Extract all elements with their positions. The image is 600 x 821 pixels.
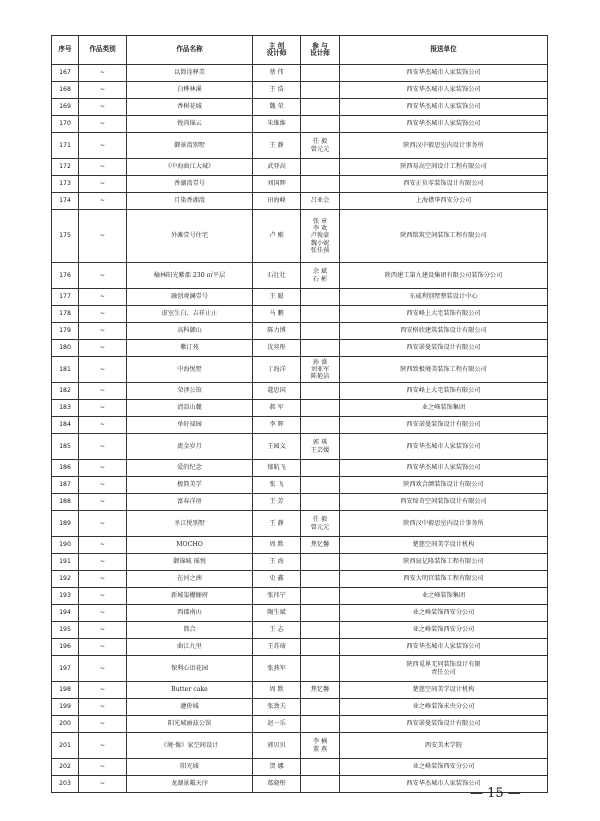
cell-category: ~ xyxy=(79,571,127,588)
cell-collaborators xyxy=(301,323,340,340)
table-row xyxy=(52,511,548,537)
cell-unit: 业之峰装饰集团 xyxy=(340,588,548,605)
cell-category: ~ xyxy=(79,494,127,511)
cell-title: 富春洋房 xyxy=(127,494,253,511)
collaborator-name: 董 燕 xyxy=(312,745,328,753)
cell-collaborators xyxy=(301,116,340,133)
cell-title: 以简诠释美 xyxy=(127,65,253,82)
cell-collaborators xyxy=(301,460,340,477)
collaborator-name: 吕亚会 xyxy=(310,197,330,205)
cell-category: ~ xyxy=(79,759,127,776)
table-row xyxy=(52,323,548,340)
cell-collaborators xyxy=(301,494,340,511)
cell-category: ~ xyxy=(79,323,127,340)
cell-collaborators xyxy=(301,263,340,289)
cell-title: 阳光城丽兹公馆 xyxy=(127,716,253,733)
header-collab-line1: 参 与 xyxy=(312,41,328,50)
cell-unit: 业之峰装饰西安分公司 xyxy=(340,605,548,622)
cell-collaborators xyxy=(301,699,340,716)
cell-designer: 王苏琦 xyxy=(253,639,301,656)
cell-no: 182 xyxy=(52,383,79,400)
cell-collaborators xyxy=(301,306,340,323)
cell-designer: 丁海洋 xyxy=(253,357,301,383)
table-row xyxy=(52,733,548,759)
cell-unit: 楚慈空间美学设计机构 xyxy=(340,537,548,554)
cell-collaborators xyxy=(301,99,340,116)
cell-designer: 王 志 xyxy=(253,622,301,639)
cell-title: 爱的纪念 xyxy=(127,460,253,477)
cell-collaborators xyxy=(301,210,340,263)
cell-no: 167 xyxy=(52,65,79,82)
header-collab-line2: 设计师 xyxy=(310,49,330,57)
cell-no: 176 xyxy=(52,263,79,289)
cell-title: 阳光城 xyxy=(127,759,253,776)
cell-title: 外滩壹号住宅 xyxy=(127,210,253,263)
cell-category: ~ xyxy=(79,263,127,289)
cell-designer: 蔡 伟 xyxy=(253,65,301,82)
collaborator-name: 陈艳洁 xyxy=(310,373,330,381)
cell-designer: 武登高 xyxy=(253,159,301,176)
cell-no: 178 xyxy=(52,306,79,323)
cell-unit: 西安华杰城市人家装饰公司 xyxy=(340,116,548,133)
table-row xyxy=(52,193,548,210)
cell-designer: 郁航飞 xyxy=(253,460,301,477)
cell-no: 181 xyxy=(52,357,79,383)
collaborator-name: 孙 盛 xyxy=(312,358,328,366)
cell-collaborators xyxy=(301,357,340,383)
cell-no: 194 xyxy=(52,605,79,622)
cell-designer: 石壮壮 xyxy=(253,263,301,289)
table-row xyxy=(52,159,548,176)
cell-category: ~ xyxy=(79,776,127,793)
cell-no: 201 xyxy=(52,733,79,759)
cell-unit: 西安华杰城市人家装饰公司 xyxy=(340,460,548,477)
cell-category: ~ xyxy=(79,116,127,133)
cell-designer: 张劲夫 xyxy=(253,699,301,716)
table-row xyxy=(52,417,548,434)
cell-title: 极简美学 xyxy=(127,477,253,494)
cell-no: 183 xyxy=(52,400,79,417)
cell-title: 保利心语花园 xyxy=(127,656,253,682)
cell-no: 170 xyxy=(52,116,79,133)
cell-category: ~ xyxy=(79,716,127,733)
cell-title: 蘧侨城 xyxy=(127,699,253,716)
cell-category: ~ xyxy=(79,65,127,82)
cell-collaborators xyxy=(301,133,340,159)
cell-collaborators xyxy=(301,656,340,682)
cell-category: ~ xyxy=(79,159,127,176)
cell-unit: 西安华杰城市人家装饰公司 xyxy=(340,776,548,793)
cell-unit: 陕西铭筑空间装饰工程有限公司 xyxy=(340,210,548,263)
cell-collaborators xyxy=(301,477,340,494)
cell-collaborators xyxy=(301,511,340,537)
cell-title: 在河之洲 xyxy=(127,571,253,588)
table-row xyxy=(52,383,548,400)
cell-unit: 业之峰装饰未央分公司 xyxy=(340,699,548,716)
cell-collaborators xyxy=(301,776,340,793)
header-collaborators xyxy=(301,36,340,65)
cell-designer: 朱维维 xyxy=(253,116,301,133)
table-row xyxy=(52,263,548,289)
cell-unit: 西安华杰城市人家装饰公司 xyxy=(340,99,548,116)
table-row xyxy=(52,588,548,605)
collaborator-name: 卢俊豪 xyxy=(310,232,330,240)
page-number: — 15 — xyxy=(470,786,521,801)
cell-collaborators xyxy=(301,682,340,699)
cell-designer: 贺 娜 xyxy=(253,759,301,776)
cell-category: ~ xyxy=(79,133,127,159)
cell-collaborators xyxy=(301,176,340,193)
table-row xyxy=(52,460,548,477)
cell-designer: 周 默 xyxy=(253,682,301,699)
cell-title: 白桦林溪 xyxy=(127,82,253,99)
table-row xyxy=(52,682,548,699)
cell-category: ~ xyxy=(79,733,127,759)
cell-unit: 东威利别墅整装设计中心 xyxy=(340,289,548,306)
cell-no: 172 xyxy=(52,159,79,176)
table-row xyxy=(52,716,548,733)
awards-table xyxy=(51,35,548,793)
cell-collaborators xyxy=(301,193,340,210)
cell-unit: 陕西致极境美装饰工程有限公司 xyxy=(340,357,548,383)
cell-no: 196 xyxy=(52,639,79,656)
cell-collaborators xyxy=(301,588,340,605)
cell-category: ~ xyxy=(79,193,127,210)
cell-collaborators xyxy=(301,400,340,417)
cell-title: 融创观澜壹号 xyxy=(127,289,253,306)
table-row xyxy=(52,357,548,383)
cell-collaborators xyxy=(301,65,340,82)
collaborator-name: 王芸媛 xyxy=(310,446,330,454)
cell-unit: 业之峰装饰西安分公司 xyxy=(340,759,548,776)
cell-collaborators xyxy=(301,159,340,176)
cell-no: 171 xyxy=(52,133,79,159)
cell-unit: 西安诺曼装饰设计有限公司 xyxy=(340,340,548,357)
cell-title: 简合 xyxy=(127,622,253,639)
cell-category: ~ xyxy=(79,605,127,622)
header-title: 作品名称 xyxy=(127,36,253,65)
cell-designer: 李 辉 xyxy=(253,417,301,434)
cell-collaborators xyxy=(301,289,340,306)
cell-designer: 刘国辉 xyxy=(253,176,301,193)
cell-unit: 陕西汉中毅思室内设计事务所 xyxy=(340,133,548,159)
table-row xyxy=(52,82,548,99)
cell-unit: 西安正负零装饰设计有限公司 xyxy=(340,176,548,193)
cell-title: 御景湾别墅 xyxy=(127,133,253,159)
cell-title: 《中海曲江大城》 xyxy=(127,159,253,176)
table-row xyxy=(52,289,548,306)
collaborator-name: 焦忆馨 xyxy=(310,541,330,549)
cell-designer: 陶生斌 xyxy=(253,605,301,622)
cell-no: 173 xyxy=(52,176,79,193)
collaborator-name: 任 毅 xyxy=(312,138,328,146)
cell-designer: 郭贝贝 xyxy=(253,733,301,759)
cell-collaborators xyxy=(301,759,340,776)
cell-title: 中海悦墅 xyxy=(127,357,253,383)
cell-designer: 马 鹏 xyxy=(253,306,301,323)
cell-title: 香湖湾壹号 xyxy=(127,176,253,193)
cell-unit: 西安峰上大宅装饰有限公司 xyxy=(340,306,548,323)
cell-designer: 王园义 xyxy=(253,434,301,460)
cell-unit: 业之峰装饰西安分公司 xyxy=(340,622,548,639)
cell-title: 高科御山 xyxy=(127,323,253,340)
cell-category: ~ xyxy=(79,340,127,357)
cell-collaborators xyxy=(301,417,340,434)
cell-collaborators xyxy=(301,605,340,622)
cell-unit: 陕西建工第九建设集团有限公司装饰分公司 xyxy=(340,263,548,289)
cell-title: 香树花城 xyxy=(127,99,253,116)
header-designer-line2: 设计师 xyxy=(266,49,287,57)
table-row xyxy=(52,176,548,193)
table-row xyxy=(52,99,548,116)
cell-no: 189 xyxy=(52,511,79,537)
cell-title: 悦尚锦云 xyxy=(127,116,253,133)
cell-category: ~ xyxy=(79,639,127,656)
cell-unit: 西安诺曼装饰设计有限公司 xyxy=(340,417,548,434)
table-row xyxy=(52,759,548,776)
cell-collaborators xyxy=(301,622,340,639)
cell-no: 199 xyxy=(52,699,79,716)
cell-unit: 西安峰上大宅装饰有限公司 xyxy=(340,383,548,400)
collaborator-name: 余 斌 xyxy=(312,268,328,276)
cell-designer: 蔻思国 xyxy=(253,383,301,400)
cell-unit: 上海襟华西安分公司 xyxy=(340,193,548,210)
table-row xyxy=(52,605,548,622)
cell-no: 177 xyxy=(52,289,79,306)
table-row xyxy=(52,537,548,554)
cell-no: 195 xyxy=(52,622,79,639)
table-row xyxy=(52,65,548,82)
cell-category: ~ xyxy=(79,82,127,99)
cell-designer: 魏 荣 xyxy=(253,99,301,116)
cell-unit: 西安美术学院 xyxy=(340,733,548,759)
cell-no: 187 xyxy=(52,477,79,494)
cell-no: 192 xyxy=(52,571,79,588)
cell-category: ~ xyxy=(79,383,127,400)
cell-category: ~ xyxy=(79,537,127,554)
cell-no: 198 xyxy=(52,682,79,699)
cell-designer: 王 聪 xyxy=(253,289,301,306)
header-category: 作品类别 xyxy=(79,36,127,65)
table-row xyxy=(52,210,548,263)
cell-unit: 西安诺曼装饰设计有限公司 xyxy=(340,716,548,733)
cell-title: 月染香湖湾 xyxy=(127,193,253,210)
collaborator-name: 魏小妮 xyxy=(310,239,330,247)
cell-designer: 王 静 xyxy=(253,133,301,159)
header-no: 序号 xyxy=(52,36,79,65)
cell-unit: 西安华杰城市人家装饰公司 xyxy=(340,82,548,99)
cell-no: 169 xyxy=(52,99,79,116)
cell-unit: 西安华杰城市人家装饰公司 xyxy=(340,65,548,82)
cell-no: 197 xyxy=(52,656,79,682)
collaborator-name: 石 彬 xyxy=(312,275,328,283)
cell-title: 紫汀苑 xyxy=(127,340,253,357)
cell-title: 荣泽公馆 xyxy=(127,383,253,400)
document-page xyxy=(51,35,547,793)
cell-no: 175 xyxy=(52,210,79,263)
cell-title: 清凉山麓 xyxy=(127,400,253,417)
collaborator-name: 李 欢 xyxy=(312,225,328,233)
collaborator-name: 张 章 xyxy=(312,217,328,225)
cell-no: 184 xyxy=(52,417,79,434)
table-row xyxy=(52,477,548,494)
table-row xyxy=(52,554,548,571)
cell-designer: 周 默 xyxy=(253,537,301,554)
cell-unit: 西安格欣建筑装饰设计有限公司 xyxy=(340,323,548,340)
collaborator-name: 李 楠 xyxy=(312,738,328,746)
cell-title: Butter cake xyxy=(127,682,253,699)
cell-designer: 王 静 xyxy=(253,511,301,537)
cell-unit: 陕西觅界无同装饰设计有限 责任公司 xyxy=(340,656,548,682)
cell-title: MOCHO xyxy=(127,537,253,554)
cell-category: ~ xyxy=(79,656,127,682)
cell-no: 186 xyxy=(52,460,79,477)
cell-collaborators xyxy=(301,716,340,733)
cell-no: 200 xyxy=(52,716,79,733)
cell-designer: 卢 刚 xyxy=(253,210,301,263)
cell-designer: 田海峰 xyxy=(253,193,301,210)
table-header-row xyxy=(52,36,548,65)
cell-designer: 陈力博 xyxy=(253,323,301,340)
cell-no: 174 xyxy=(52,193,79,210)
collaborator-name: 曾元元 xyxy=(310,145,330,153)
cell-unit: 陕西欢合颜装饰设计有限公司 xyxy=(340,477,548,494)
table-row xyxy=(52,340,548,357)
cell-category: ~ xyxy=(79,682,127,699)
collaborator-name: 任 毅 xyxy=(312,516,328,524)
cell-category: ~ xyxy=(79,99,127,116)
collaborator-name: 刘亚军 xyxy=(310,365,330,373)
cell-category: ~ xyxy=(79,400,127,417)
cell-category: ~ xyxy=(79,699,127,716)
cell-category: ~ xyxy=(79,306,127,323)
cell-unit: 楚慈空间美学设计机构 xyxy=(340,682,548,699)
table-row xyxy=(52,656,548,682)
cell-category: ~ xyxy=(79,588,127,605)
cell-title: 虚室生白、吉祥止止 xyxy=(127,306,253,323)
cell-designer: 张燕军 xyxy=(253,656,301,682)
cell-title: 流金岁月 xyxy=(127,434,253,460)
cell-designer: 郝 军 xyxy=(253,400,301,417)
cell-designer: 王 芳 xyxy=(253,494,301,511)
cell-title: 榆林阳光紫郡 230 ㎡平层 xyxy=(127,263,253,289)
cell-designer: 史 鑫 xyxy=(253,571,301,588)
cell-designer: 张 飞 xyxy=(253,477,301,494)
cell-unit: 西安华杰城市人家装饰公司 xyxy=(340,434,548,460)
cell-unit: 西安华杰城市人家装饰公司 xyxy=(340,639,548,656)
cell-no: 168 xyxy=(52,82,79,99)
cell-collaborators xyxy=(301,571,340,588)
cell-no: 180 xyxy=(52,340,79,357)
cell-title: 曲江九里 xyxy=(127,639,253,656)
header-designer xyxy=(253,36,301,65)
cell-category: ~ xyxy=(79,554,127,571)
cell-designer: 赵一乐 xyxy=(253,716,301,733)
cell-unit: 西安缔奇空间装饰设计有限公司 xyxy=(340,494,548,511)
cell-title: 西郡南山 xyxy=(127,605,253,622)
cell-collaborators xyxy=(301,340,340,357)
cell-collaborators xyxy=(301,82,340,99)
cell-unit: 陕西易高空间设计工程有限公司 xyxy=(340,159,548,176)
cell-category: ~ xyxy=(79,434,127,460)
cell-collaborators xyxy=(301,434,340,460)
cell-category: ~ xyxy=(79,511,127,537)
cell-designer: 王 浩 xyxy=(253,82,301,99)
table-row xyxy=(52,434,548,460)
table-row xyxy=(52,571,548,588)
cell-designer: 沈奕彤 xyxy=(253,340,301,357)
cell-no: 188 xyxy=(52,494,79,511)
cell-category: ~ xyxy=(79,477,127,494)
cell-category: ~ xyxy=(79,417,127,434)
cell-unit: 业之峰装饰集团 xyxy=(340,400,548,417)
cell-no: 185 xyxy=(52,434,79,460)
cell-title: 单轩禄园 xyxy=(127,417,253,434)
cell-category: ~ xyxy=(79,289,127,306)
cell-collaborators xyxy=(301,639,340,656)
cell-designer: 葛晓彤 xyxy=(253,776,301,793)
cell-no: 191 xyxy=(52,554,79,571)
cell-no: 179 xyxy=(52,323,79,340)
table-row xyxy=(52,622,548,639)
cell-no: 203 xyxy=(52,776,79,793)
cell-no: 202 xyxy=(52,759,79,776)
cell-unit: 陕西宸亿隆装饰工程有限公司 xyxy=(340,554,548,571)
cell-title: 龙湖景粼天序 xyxy=(127,776,253,793)
cell-title: 圣江悦别墅 xyxy=(127,511,253,537)
table-row xyxy=(52,306,548,323)
cell-category: ~ xyxy=(79,176,127,193)
cell-title: 御锦城 瑶悦 xyxy=(127,554,253,571)
table-row xyxy=(52,400,548,417)
table-row xyxy=(52,133,548,159)
cell-collaborators xyxy=(301,554,340,571)
cell-unit: 陕西汉中毅思室内设计事务所 xyxy=(340,511,548,537)
header-unit: 报送单位 xyxy=(340,36,548,65)
cell-no: 190 xyxy=(52,537,79,554)
table-row xyxy=(52,494,548,511)
cell-no: 193 xyxy=(52,588,79,605)
collaborator-name: 张佳蓣 xyxy=(310,246,330,254)
cell-collaborators xyxy=(301,383,340,400)
cell-title: 新城玺樾俪府 xyxy=(127,588,253,605)
cell-category: ~ xyxy=(79,210,127,263)
cell-designer: 王 海 xyxy=(253,554,301,571)
header-designer-line1: 主 创 xyxy=(268,41,285,50)
cell-category: ~ xyxy=(79,460,127,477)
cell-category: ~ xyxy=(79,622,127,639)
collaborator-name: 焦忆馨 xyxy=(310,686,330,694)
cell-collaborators xyxy=(301,733,340,759)
cell-collaborators xyxy=(301,537,340,554)
cell-title: 《境·像》家空间设计 xyxy=(127,733,253,759)
cell-unit: 西安大明宫装饰工程有限公司 xyxy=(340,571,548,588)
collaborator-name: 郭 琪 xyxy=(312,439,328,447)
cell-designer: 张祎宁 xyxy=(253,588,301,605)
table-row xyxy=(52,116,548,133)
table-body xyxy=(52,65,548,793)
table-row xyxy=(52,639,548,656)
cell-category: ~ xyxy=(79,357,127,383)
table-row xyxy=(52,699,548,716)
collaborator-name: 曾元元 xyxy=(310,523,330,531)
